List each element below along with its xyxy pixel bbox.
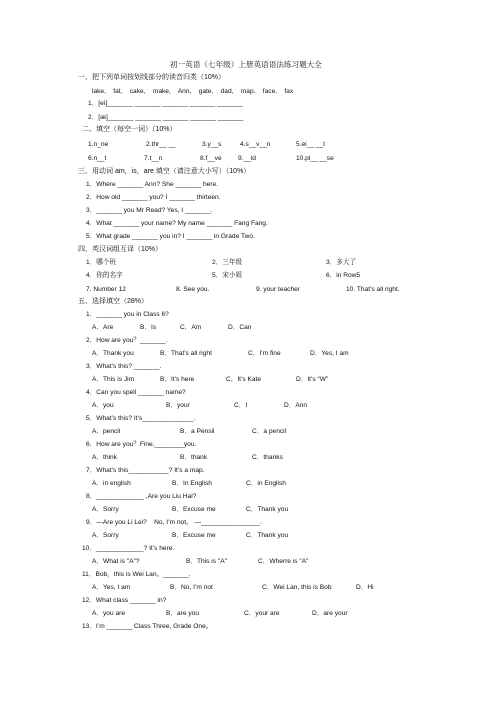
translation-item: 9. your teacher bbox=[256, 286, 300, 293]
fill-letter-item: 5.ei__ __t bbox=[296, 141, 325, 148]
translation-item: 4．你的名字 bbox=[86, 272, 123, 279]
section-3-heading: 三、用动词 am，is，are 填空（请注意大小写）（10%） bbox=[78, 168, 251, 175]
option: B．Excuse me bbox=[172, 506, 216, 513]
question-line: 1．Where _______ Ann? She _______ here. bbox=[86, 181, 218, 188]
option: A．in english bbox=[92, 480, 131, 487]
option: D．It’s “W” bbox=[296, 376, 329, 383]
option: C．Wherre is "A" bbox=[258, 558, 309, 565]
option: B．No, I’m not bbox=[170, 584, 213, 591]
option: C．in English bbox=[246, 480, 286, 487]
fill-letter-item: 2.thr__ __ bbox=[146, 141, 176, 148]
question-line: 2．How are you？_______. bbox=[86, 337, 168, 344]
translation-item: 7. Number 12 bbox=[86, 286, 126, 293]
option: B．thank bbox=[180, 454, 208, 461]
translation-item: 1．哪个班 bbox=[86, 259, 117, 266]
fill-letter-item: 6.n__t bbox=[88, 155, 107, 162]
option: C．I bbox=[234, 402, 248, 409]
option: D．Hi bbox=[356, 584, 374, 591]
question-line: 2．How old _______ you? I _______ thirteen. bbox=[86, 194, 221, 201]
question-line: 10．_____________? It’s here. bbox=[82, 545, 175, 552]
page-title: 初一英语（七年级）上册英语语法练习题大全 bbox=[170, 60, 322, 69]
option: A．What is "A"? bbox=[92, 558, 140, 565]
option: D．Can bbox=[228, 324, 252, 331]
translation-item: 10. That’s all right. bbox=[346, 286, 400, 293]
option: A．This is Jim bbox=[92, 376, 135, 383]
translation-item: 5．宋小姐 bbox=[212, 272, 243, 279]
option: B．This is "A" bbox=[186, 558, 227, 565]
fill-letter-item: 9.__ld bbox=[238, 155, 256, 162]
question-line: 13．I’m _______ Class Three, Grade One。 bbox=[82, 623, 213, 630]
word-list: lake, fat, cake, make, Ann, gate, dad, map, face, fax bbox=[92, 88, 294, 95]
option: C．It’s Kate bbox=[226, 376, 262, 383]
phonetic-line-ae: 2．[æ]_______ _______ _______ _______ _______ bbox=[88, 114, 244, 121]
option: A．think bbox=[92, 454, 117, 461]
option: C．I’m fine bbox=[248, 350, 281, 357]
question-line: 5．What grade _______ you in? I _______ in Grade Two. bbox=[86, 233, 255, 240]
option: B．Is bbox=[140, 324, 157, 331]
option: B．Excuse me bbox=[172, 532, 216, 539]
option: B．It’s here bbox=[160, 376, 195, 383]
option: D．Yes, I am bbox=[310, 350, 349, 357]
fill-letter-item: 7.t__n bbox=[144, 155, 163, 162]
question-line: 4．Can you spell _______ name? bbox=[86, 389, 186, 396]
fill-letter-item: 4.s__v__n bbox=[240, 141, 271, 148]
option: A．Sorry bbox=[92, 506, 119, 513]
option: D．are your bbox=[312, 610, 348, 617]
translation-item: 3．多大了 bbox=[326, 259, 357, 266]
section-1-heading: 一、把下列单词按划线部分的读音归类（10%） bbox=[78, 74, 226, 81]
translation-item: 2．三年级 bbox=[212, 259, 243, 266]
question-line: 9．—Are you Li Lei? No, I’m not。 —________________. bbox=[86, 519, 262, 526]
option: B．In English bbox=[172, 480, 212, 487]
option: A．Yes, I am bbox=[92, 584, 131, 591]
fill-letter-item: 3.y__s bbox=[202, 141, 222, 148]
question-line: 8．_____________ ,Are you Liu Hai? bbox=[86, 493, 197, 500]
option: C．thanks bbox=[252, 454, 283, 461]
fill-letter-item: 10.pl__ __se bbox=[296, 155, 334, 162]
option: C．Wei Lan, this is Bob bbox=[262, 584, 332, 591]
question-line: 11．Bob，this is Wei Lan。_______. bbox=[82, 571, 191, 578]
option: A．Are bbox=[92, 324, 114, 331]
question-line: 5．What’s this? It’s______________. bbox=[86, 415, 196, 422]
option: C．your are bbox=[244, 610, 280, 617]
translation-item: 8. See you. bbox=[176, 286, 210, 293]
option: C．Am bbox=[180, 324, 202, 331]
section-2-heading: 二、填空（每空一词）（10%） bbox=[82, 126, 177, 133]
option: A．Thank you bbox=[92, 350, 134, 357]
fill-letter-item: 1.n_ne bbox=[88, 141, 109, 148]
question-line: 3．_______ you Mr Read? Yes, I _______. bbox=[86, 207, 213, 214]
question-line: 6．How are you？Fine,________you. bbox=[86, 441, 197, 448]
question-line: 1．_______ you in Class 6? bbox=[86, 311, 169, 318]
question-line: 3．What’s this? _______. bbox=[86, 363, 162, 370]
option: C．a pencil bbox=[252, 428, 287, 435]
option: B．your bbox=[166, 402, 190, 409]
question-line: 7．What’s this___________? It’s a map. bbox=[86, 467, 205, 474]
translation-item: 6．in Row5 bbox=[326, 272, 361, 279]
option: A．pencil bbox=[92, 428, 121, 435]
option: A．you are bbox=[92, 610, 125, 617]
question-line: 12．What class _______ in? bbox=[82, 597, 167, 604]
option: B．That’s all right bbox=[160, 350, 212, 357]
fill-letter-item: 8.f__ve bbox=[200, 155, 222, 162]
section-5-heading: 五、选择填空（28%） bbox=[78, 298, 149, 305]
phonetic-line-ei: 1．[ei]_______ _______ _______ _______ _______ bbox=[88, 100, 243, 107]
option: B．a Pensil bbox=[180, 428, 215, 435]
option: A．Sorry bbox=[92, 532, 119, 539]
section-4-heading: 四、英汉词组互译（10%） bbox=[78, 246, 163, 253]
option: A．you bbox=[92, 402, 114, 409]
question-line: 4．What _______ your name? My name _______ Fang Fang. bbox=[86, 220, 268, 227]
option: C．Thank you bbox=[246, 532, 289, 539]
option: B．are you bbox=[166, 610, 199, 617]
option: D．Ann bbox=[284, 402, 308, 409]
option: C．Thank you bbox=[246, 506, 289, 513]
